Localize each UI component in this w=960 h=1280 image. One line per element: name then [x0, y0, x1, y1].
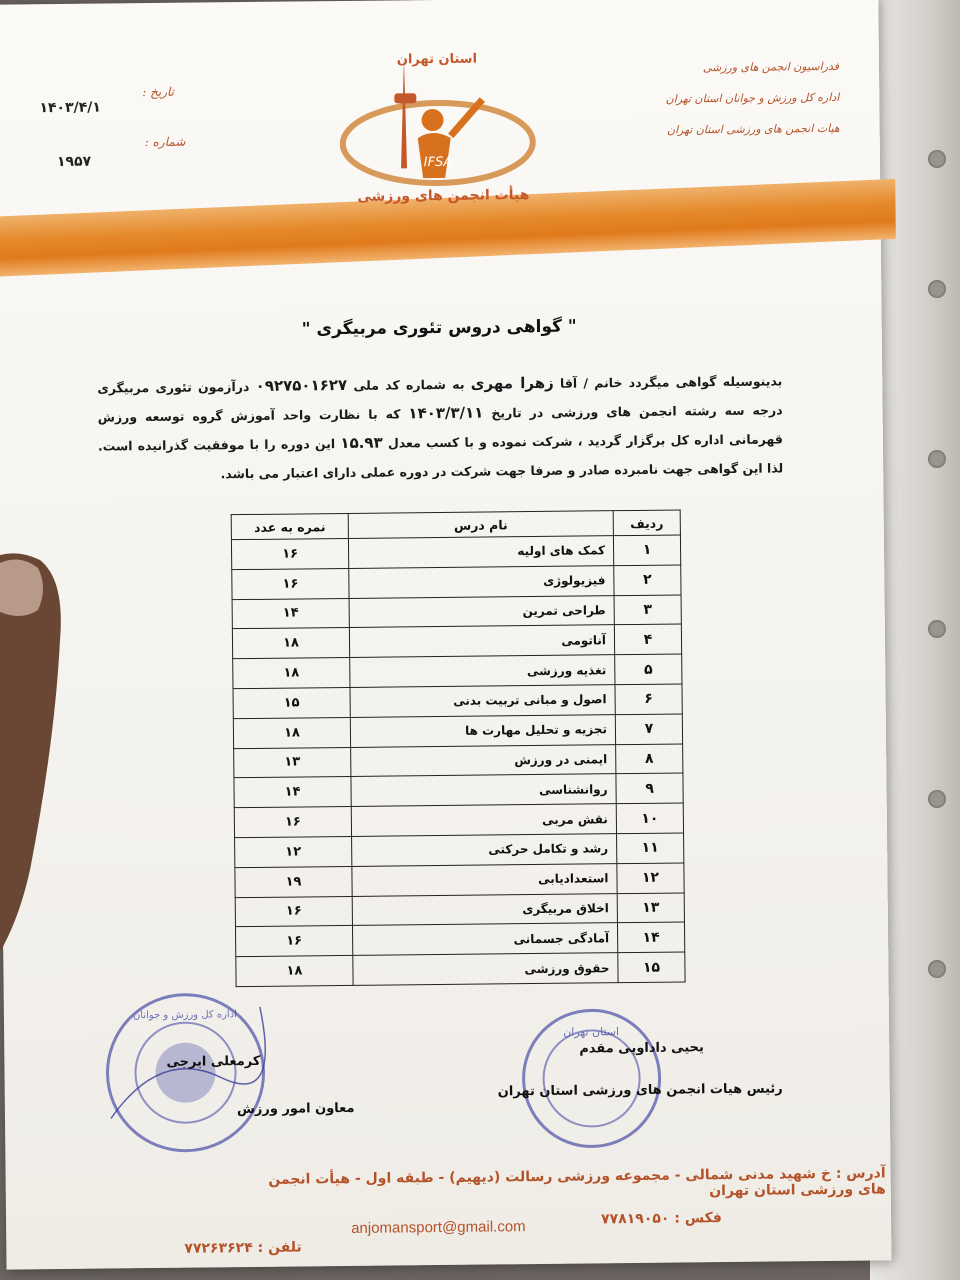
average-score: ۱۵.۹۳: [340, 433, 383, 453]
body-text: بدینوسیله گواهی میگردد خانم / آقا: [559, 373, 783, 391]
course-grade: ۱۴: [232, 598, 349, 629]
course-grade: ۱۴: [234, 777, 351, 808]
course-name: حقوق ورزشی: [353, 953, 618, 986]
table-row: [233, 714, 682, 748]
row-index: ۱: [613, 535, 680, 565]
table-row: [232, 624, 681, 658]
national-id: ۰۹۲۷۵۰۱۶۲۷: [255, 375, 348, 395]
course-name: استعدادیابی: [352, 863, 617, 896]
logo-top-text: استان تهران: [396, 51, 478, 68]
number-label: شماره :: [144, 134, 186, 150]
course-grade: ۱۶: [234, 807, 351, 838]
course-grade: ۱۸: [236, 956, 353, 987]
stamp-left-text: اداره کل ورزش و جوانان: [132, 1009, 237, 1022]
course-name: ایمنی در ورزش: [351, 744, 616, 777]
table-row: [235, 863, 684, 897]
student-name: زهرا مهری: [470, 373, 554, 393]
row-index: ۱۱: [617, 833, 684, 863]
sleeve-hole: [928, 150, 946, 168]
table-row: [231, 535, 680, 569]
sleeve-hole: [928, 620, 946, 638]
course-grade: ۱۳: [234, 747, 351, 778]
sleeve-hole: [928, 280, 946, 298]
body-text: درآزمون تئوری مربیگری درجه سه رشته انجمن های ورزشی در تاریخ: [97, 378, 783, 421]
holding-thumb: [0, 540, 100, 1000]
row-index: ۱۳: [617, 893, 684, 923]
course-name: آناتومی: [349, 625, 614, 658]
footer-email: anjomansport@gmail.com: [351, 1218, 526, 1237]
grades-table: [231, 509, 686, 987]
logo-badge: IFSA: [423, 154, 453, 171]
row-index: ۵: [615, 654, 682, 684]
row-index: ۷: [615, 714, 682, 744]
table-row: [233, 684, 682, 718]
header-row-index: ردیف: [613, 510, 680, 536]
course-name: رشد و تکامل حرکتی: [352, 834, 617, 867]
header-course-name: نام درس: [348, 511, 613, 539]
body-text: که با نظارت واحد آموزش گروه توسعه ورزش قهرمانی اداره کل برگزار گردید ، شرکت نموده و با کسب معدل: [97, 406, 784, 451]
header-line: هیات انجمن های ورزشی استان تهران: [666, 121, 840, 137]
signature-right: [497, 1040, 783, 1100]
course-name: تغذیه ورزشی: [350, 655, 615, 688]
number-value: ۱۹۵۷: [56, 153, 92, 170]
ifsa-logo: [332, 37, 544, 209]
body-text: به شماره کد ملی: [353, 376, 465, 393]
header-line: اداره کل ورزش و جوانان استان تهران: [665, 90, 840, 106]
stamp-right-text: استان تهران: [563, 1025, 620, 1039]
table-row: [236, 952, 685, 986]
table-row: [235, 893, 684, 927]
course-name: تجزیه و تحلیل مهارت ها: [350, 714, 615, 747]
grades-table-body: [231, 535, 685, 987]
table-row: [235, 833, 684, 867]
signer-name-left: کرمعلی ایرجی: [166, 1053, 261, 1070]
course-grade: ۱۸: [233, 658, 350, 689]
header-line: فدراسیون انجمن های ورزشی: [702, 59, 840, 75]
course-name: طراحی تمرین: [349, 595, 614, 628]
table-row: [233, 654, 682, 688]
table-row: [232, 595, 681, 629]
certificate-title: " گواهی دروس تئوری مربیگری ": [301, 316, 577, 340]
header-grade: نمره به عدد: [231, 513, 348, 539]
table-row: [232, 565, 681, 599]
signer-role-right: رئیس هیات انجمن های ورزشی استان تهران: [497, 1081, 783, 1100]
sleeve-hole: [928, 790, 946, 808]
course-name: فیزیولوژی: [349, 565, 614, 598]
header-org-lines: [665, 51, 840, 146]
row-index: ۱۲: [617, 863, 684, 893]
row-index: ۴: [614, 624, 681, 654]
row-index: ۸: [616, 744, 683, 774]
row-index: ۱۵: [618, 952, 685, 982]
course-grade: ۱۶: [235, 926, 352, 957]
course-grade: ۱۶: [232, 568, 349, 599]
table-row: [234, 744, 683, 778]
course-grade: ۱۶: [231, 538, 348, 569]
date-label: تاریخ :: [142, 84, 175, 100]
row-index: ۱۰: [616, 803, 683, 833]
course-grade: ۱۲: [235, 836, 352, 867]
exam-date: ۱۴۰۳/۳/۱۱: [408, 403, 484, 423]
certificate-body: [97, 366, 783, 489]
stamp-right: [516, 1003, 668, 1155]
signature-left: [166, 1053, 355, 1118]
row-index: ۲: [614, 565, 681, 595]
footer-phone: تلفن : ۷۷۲۶۳۶۲۴: [184, 1239, 302, 1257]
row-index: ۱۴: [617, 922, 684, 952]
course-name: نقش مربی: [351, 804, 616, 837]
table-row: [234, 803, 683, 837]
course-grade: ۱۹: [235, 866, 352, 897]
course-grade: ۱۸: [232, 628, 349, 659]
sleeve-hole: [928, 450, 946, 468]
date-value: ۱۴۰۳/۴/۱: [39, 99, 101, 117]
course-name: روانشناسی: [351, 774, 616, 807]
row-index: ۶: [615, 684, 682, 714]
table-row: [235, 922, 684, 956]
course-name: اخلاق مربیگری: [352, 893, 617, 926]
course-name: آمادگی جسمانی: [352, 923, 617, 956]
footer-fax: فکس : ۷۷۸۱۹۰۵۰: [600, 1210, 722, 1228]
table-row: [234, 773, 683, 807]
body-text: این دوره را با موفقیت گذرانیده است. لذا این گواهی جهت نامبرده صادر و صرفا جهت شرکت در دوره عملی دارای اعتبار می باشد.: [97, 436, 784, 482]
course-grade: ۱۸: [233, 717, 350, 748]
course-grade: ۱۶: [235, 896, 352, 927]
course-name: اصول و مبانی تربیت بدنی: [350, 685, 615, 718]
logo-bottom-text: هیأت انجمن های ورزشی: [357, 187, 530, 205]
signer-name-right: یحیی داداوپی مقدم: [579, 1040, 704, 1057]
row-index: ۹: [616, 773, 683, 803]
stamp-left: [100, 987, 272, 1159]
course-name: کمک های اولیه: [348, 536, 613, 569]
footer-address: آدرس : خ شهید مدنی شمالی - مجموعه ورزشی رسالت (دیهیم) - طبقه اول - هیأت انجمن های ورزشی استان تهران: [268, 1165, 886, 1200]
row-index: ۳: [614, 595, 681, 625]
sleeve-hole: [928, 960, 946, 978]
signer-role-left: معاون امور ورزش: [236, 1100, 355, 1118]
course-grade: ۱۵: [233, 687, 350, 718]
